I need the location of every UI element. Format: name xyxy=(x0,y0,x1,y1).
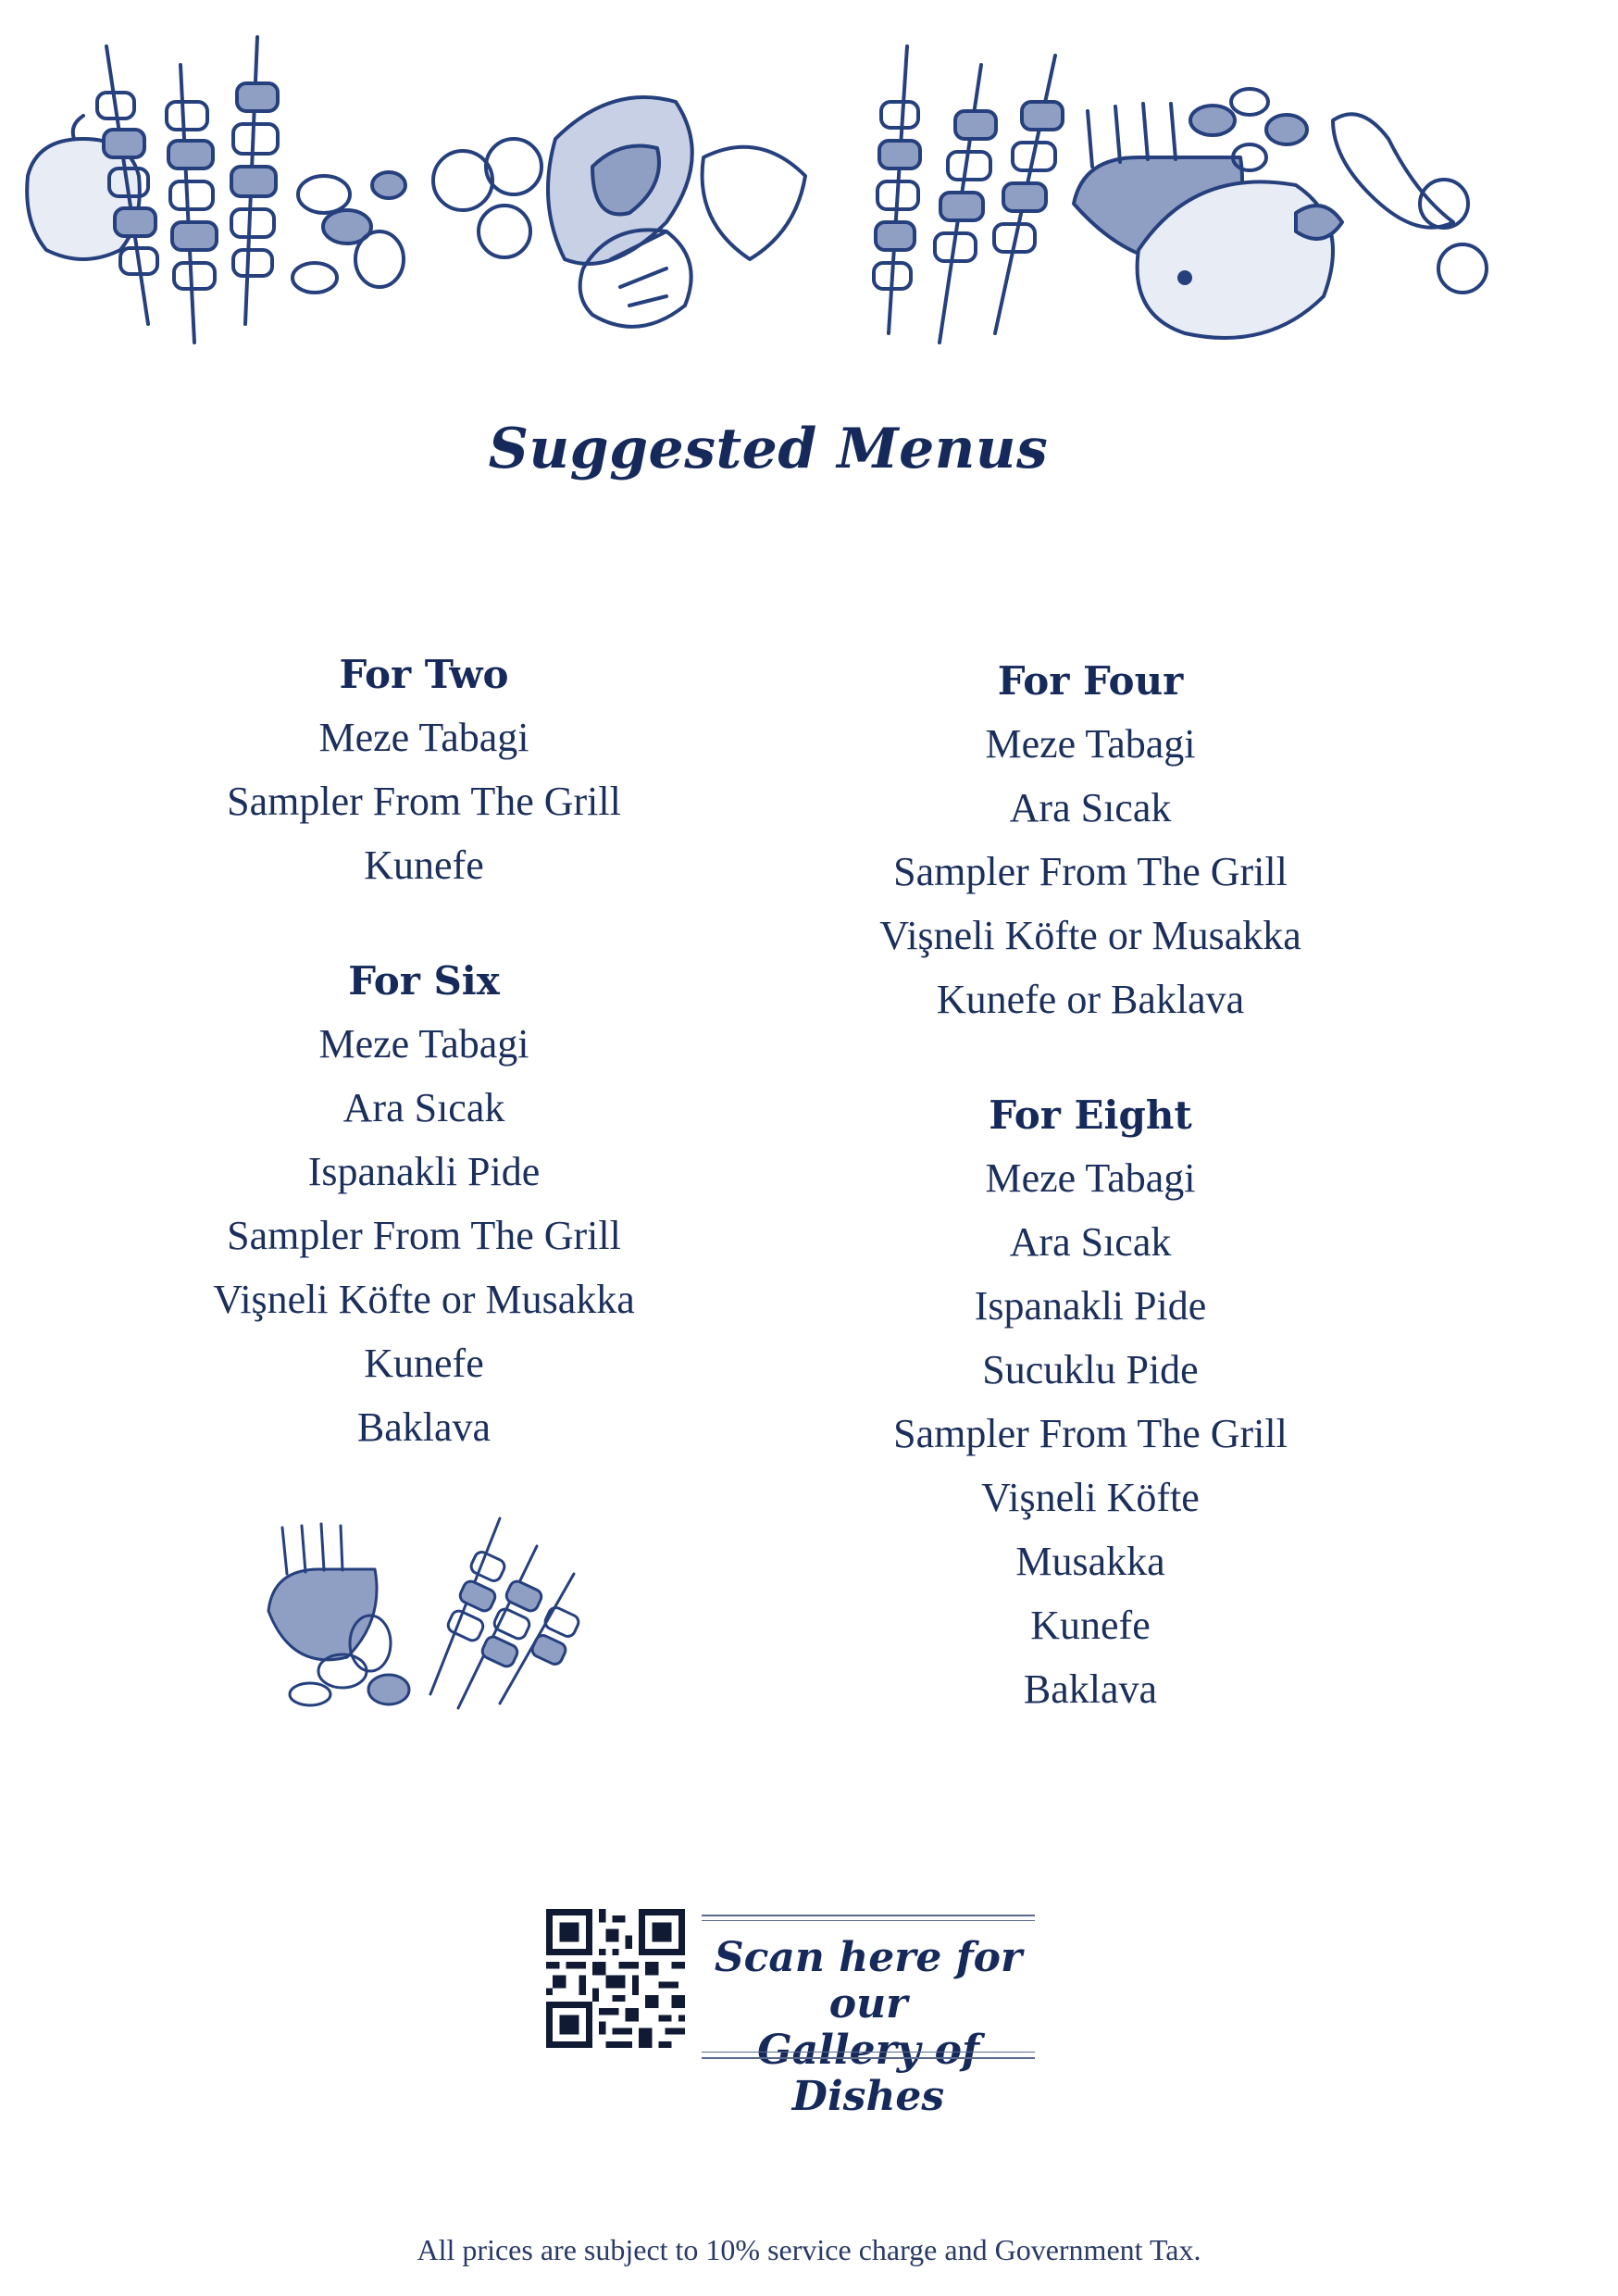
menu-for-eight xyxy=(794,1085,1387,1721)
menu-item: Ara Sıcak xyxy=(1009,785,1172,830)
menu-item: Kunefe xyxy=(1030,1603,1151,1648)
menu-item: Sampler From The Grill xyxy=(893,1411,1288,1456)
divider xyxy=(702,1915,1035,1916)
menu-heading: For Eight xyxy=(989,1092,1192,1138)
menu-heading: For Two xyxy=(339,652,509,697)
qr-section xyxy=(546,1909,1037,2120)
menu-item: Meze Tabagi xyxy=(318,715,529,760)
scan-caption xyxy=(702,1909,1035,2120)
menu-for-six xyxy=(128,951,720,1459)
menu-column-right xyxy=(794,651,1387,1775)
menu-heading: For Six xyxy=(348,958,500,1004)
menu-item: Sampler From The Grill xyxy=(227,1213,621,1258)
menu-item: Sucuklu Pide xyxy=(982,1347,1199,1392)
menu-for-two xyxy=(128,644,720,897)
menu-item: Baklava xyxy=(1023,1666,1158,1712)
menu-item: Ispanakli Pide xyxy=(974,1283,1207,1329)
kebab-lamb-illustration-icon xyxy=(259,1509,592,1731)
menu-item: Kunefe xyxy=(364,1341,484,1386)
menu-item: Sampler From The Grill xyxy=(227,779,621,824)
menu-item: Vişneli Köfte xyxy=(981,1475,1200,1520)
qr-code-icon[interactable] xyxy=(546,1909,685,2048)
menu-item: Meze Tabagi xyxy=(318,1021,529,1067)
menu-item: Baklava xyxy=(356,1404,492,1450)
menu-item: Meze Tabagi xyxy=(985,721,1196,767)
menu-item: Ara Sıcak xyxy=(1009,1219,1172,1265)
scan-text xyxy=(702,1935,1035,2120)
menu-item: Kunefe xyxy=(364,842,484,888)
menu-item: Ara Sıcak xyxy=(342,1085,505,1130)
menu-item: Sampler From The Grill xyxy=(893,849,1288,894)
food-illustration-banner-icon xyxy=(0,28,1618,370)
menu-item: Meze Tabagi xyxy=(985,1155,1196,1201)
menu-item: Musakka xyxy=(1015,1539,1165,1584)
menu-item: Ispanakli Pide xyxy=(307,1149,541,1194)
scan-line-2: Gallery of Dishes xyxy=(757,2027,979,2120)
page-title: Suggested Menus xyxy=(488,417,1049,481)
divider xyxy=(702,2052,1035,2053)
menu-column-left xyxy=(128,644,720,1513)
menu-heading: For Four xyxy=(997,658,1184,704)
menu-item: Vişneli Köfte or Musakka xyxy=(213,1277,635,1322)
footer-note: All prices are subject to 10% service charge and Government Tax. xyxy=(417,2233,1201,2266)
menu-for-four xyxy=(794,651,1387,1031)
menu-item: Kunefe or Baklava xyxy=(936,977,1245,1022)
divider xyxy=(702,2057,1035,2059)
scan-line-1: Scan here for our xyxy=(714,1934,1023,2028)
divider xyxy=(702,1920,1035,1921)
menu-item: Vişneli Köfte or Musakka xyxy=(879,913,1301,958)
